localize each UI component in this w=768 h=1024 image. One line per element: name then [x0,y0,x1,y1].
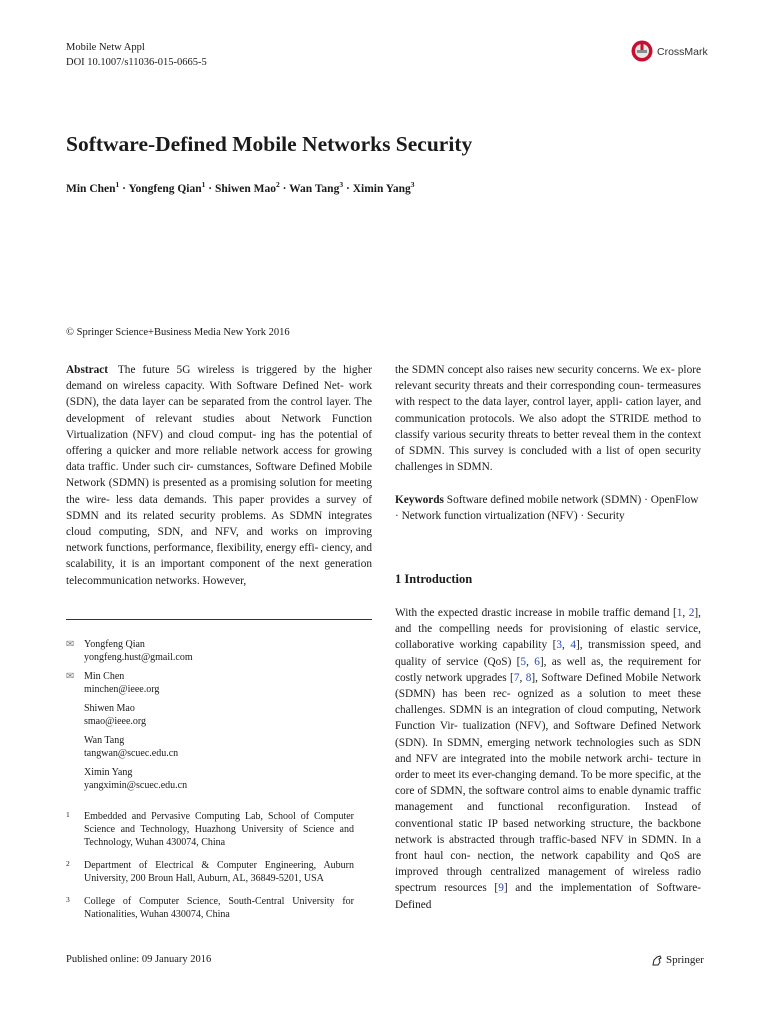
author-name: Min Chen [66,182,116,195]
intro-text-segment: , [682,607,689,619]
springer-label: Springer [666,954,704,966]
author-list [66,180,414,195]
affiliation-text: College of Computer Science, South-Central University for Nationalities, Wuhan 430074, China [84,896,354,920]
journal-name: Mobile Netw Appl [66,42,145,53]
citation-link[interactable]: 1 [676,607,683,619]
affiliation-text: Department of Electrical & Computer Engineering, Auburn University, 200 Broun Hall, Auburn, AL, 36849-5201, USA [84,860,354,884]
contact-spacer [66,766,84,792]
affiliation-number: 2 [66,859,70,868]
springer-horse-icon [651,954,663,966]
contact-name: Yongfeng Qian [84,639,145,650]
author-affiliation-mark: 3 [339,180,344,189]
affiliation-entry [66,810,372,849]
contact-spacer [66,702,84,728]
intro-text-segment: ], and the compelling needs for provisioning of elastic service, collaborative working capability [ [395,607,701,652]
contact-email[interactable]: yangximin@scuec.edu.cn [84,780,188,791]
author-affiliation-mark: 3 [410,180,415,189]
envelope-icon: ✉ [66,639,75,650]
footnote-divider [66,619,372,620]
introduction-text [395,605,701,913]
intro-text-segment: , [526,655,535,668]
springer-logo [651,954,704,966]
intro-text-segment: ], as well as, the requirement for costly network upgrades [ [395,655,701,684]
author-separator: · [279,182,290,195]
affiliation-number: 1 [66,810,70,819]
copyright-notice: © Springer Science+Business Media New York 2016 [66,327,290,338]
crossmark-label: CrossMark [657,46,708,58]
contact-email[interactable]: minchen@ieee.org [84,684,160,695]
contact-entry [66,670,193,696]
crossmark-badge[interactable] [631,40,708,66]
article-title: Software-Defined Mobile Networks Security [66,132,473,156]
author-separator: · [343,182,353,195]
abstract-continuation: the SDMN concept also raises new security concerns. We ex- plore relevant security threats and their corresponding coun- termeasures with respect to the data layer, control layer, appli- cation layer, and communication protocols. We also adopt the STRIDE method to classify various security threats to better reveal them in the context of SDMN. This survey is concluded with a list of open security challenges in SDMN. [395,364,701,474]
contact-entry [66,734,193,760]
keywords [395,492,701,524]
section-heading-introduction: 1 Introduction [395,572,473,586]
journal-header [66,40,207,70]
contact-email[interactable]: yongfeng.hust@gmail.com [84,652,193,663]
abstract-text: The future 5G wireless is triggered by the higher demand on wireless capacity. With Software Defined Net- work (SDN), the data layer can be separated from the control layer. The development of relevant studies about Network Function Virtualization (NFV) and cloud comput- ing has the potential of offering a quicker and more reliable network access for growing data traffic. Under such cir- cumstances, Software Defined Mobile Network (SDMN) is presented as a promising solution for meeting the wire- less data demands. This paper provides a survey of SDMN and its related security problems. As SDMN integrates cloud computing, SDN, and NFV, and works on improving network functions, performance, flexibility, energy effi- ciency, and scalability, it is an important component of the next generation telecommunication networks. However, [66,364,372,587]
intro-text-segment: With the expected drastic increase in mobile traffic demand [ [395,607,677,619]
intro-text-segment: , [519,671,526,684]
affiliation-entry [66,895,372,921]
author-affiliation-mark: 1 [115,180,120,189]
intro-text-segment: ], Software Defined Mobile Network (SDMN) has been rec- ognized as a solution to meet these challenges. SDMN is an integration of cloud computing, Network Function Vir- tualization (NFV), and Software Defined Network (SDN). In SDMN, emerging network technologies such as SDN and NFV are integrated into the mobile network archi- tecture in order to meet its ever-changing demand. To be more specific, at the core of SDMN, the software control aims to enable dynamic traffic management and functional reconfiguration. Instead of conventional static IP based networking structure, the backbone network is abstracted through traffic-based NFV in SDMN. In a front haul con- nection, the network capability and QoS are improved through centralized management of wireless radio spectrum resources [ [395,671,701,895]
affiliations [66,810,372,931]
contact-entry [66,638,193,664]
contact-spacer [66,734,84,760]
citation-link[interactable]: 8 [525,671,532,684]
keywords-label: Keywords [395,494,444,506]
citation-link[interactable]: 9 [498,882,504,895]
citation-link[interactable]: 3 [556,639,563,652]
doi: DOI 10.1007/s11036-015-0665-5 [66,57,207,68]
contact-name: Ximin Yang [84,767,133,778]
intro-text-segment: ] and the implementation of Software-Defined [395,882,701,911]
contact-email[interactable]: tangwan@scuec.edu.cn [84,748,179,759]
keywords-text: Software defined mobile network (SDMN) · OpenFlow · Network function virtualization (NFV) · Security [395,494,699,523]
envelope-icon: ✉ [66,671,75,682]
citation-link[interactable]: 5 [520,655,527,668]
affiliation-number: 3 [66,895,70,904]
abstract-label: Abstract [66,364,109,376]
contact-entry [66,702,193,728]
crossmark-icon [631,40,653,62]
author-affiliation-mark: 1 [201,180,206,189]
contact-name: Min Chen [84,671,125,682]
citation-link[interactable]: 7 [513,671,520,684]
abstract [66,362,372,589]
author-separator: · [205,182,215,195]
contact-email[interactable]: smao@ieee.org [84,716,147,727]
contact-name: Shiwen Mao [84,703,135,714]
intro-text-segment: , [562,639,571,652]
author-separator: · [119,182,129,195]
author-contacts [66,638,193,798]
contact-name: Wan Tang [84,735,125,746]
author-name: Wan Tang [289,182,340,195]
citation-link[interactable]: 2 [688,607,695,619]
published-date: Published online: 09 January 2016 [66,954,212,965]
author-affiliation-mark: 2 [276,180,280,189]
citation-link[interactable]: 6 [534,655,540,668]
author-name: Ximin Yang [352,182,411,195]
intro-text-segment: ], transmission speed, and quality of service (QoS) [ [395,639,701,668]
affiliation-entry [66,859,372,885]
author-name: Yongfeng Qian [128,182,202,195]
contact-entry [66,766,193,792]
citation-link[interactable]: 4 [570,639,576,652]
affiliation-text: Embedded and Pervasive Computing Lab, School of Computer Science and Technology, Huazhong University of Science and Technology, Wuhan 430074, China [84,811,354,848]
author-name: Shiwen Mao [214,182,276,195]
